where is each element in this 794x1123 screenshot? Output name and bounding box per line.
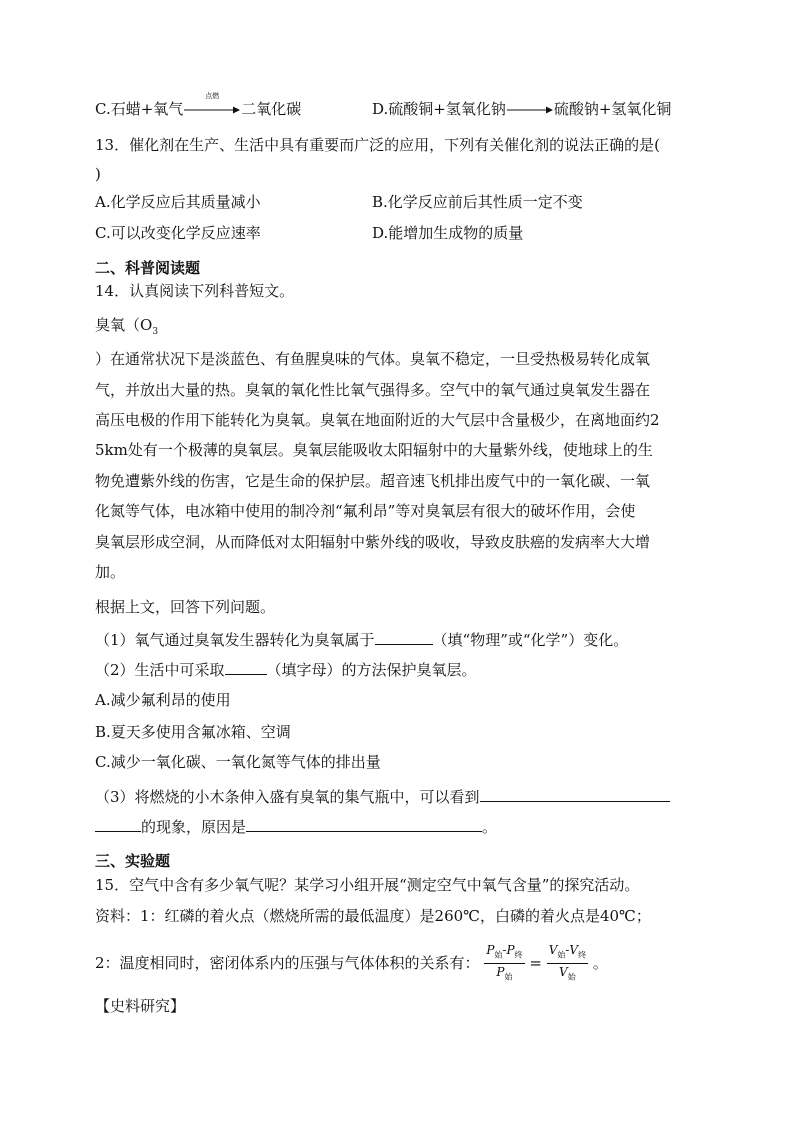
volume-denominator: $V_始$ bbox=[559, 965, 576, 982]
q15-info-2 bbox=[95, 943, 608, 983]
q14-paragraph-line: 化氮等气体，电冰箱中使用的制冷剂“氟利昂”等对臭氧层有很大的破坏作用，会使 bbox=[95, 502, 636, 520]
q14-sub1-answer-blank[interactable] bbox=[375, 629, 433, 645]
q14-sub3-text-a: （3）将燃烧的小木条伸入盛有臭氧的集气瓶中，可以看到 bbox=[95, 788, 480, 806]
q14-sub2-option-c: C.减少一氧化碳、一氧化氮等气体的排出量 bbox=[95, 753, 381, 771]
q14-sub2-option-a: A.减少氟利昂的使用 bbox=[95, 691, 231, 709]
pressure-numerator: $P_始-P_终$ bbox=[484, 943, 524, 964]
q14-intro: 14．认真阅读下列科普短文。 bbox=[95, 282, 295, 300]
q14-sub1-text-a: （1）氧气通过臭氧发生器转化为臭氧属于 bbox=[95, 631, 375, 649]
equals-sign: = bbox=[529, 953, 542, 972]
q14-sub3-answer-blank-1[interactable] bbox=[480, 786, 670, 802]
q14-paragraph-line: 高压电极的作用下能转化为臭氧。臭氧在地面附近的大气层中含量极少，在离地面约2 bbox=[95, 411, 660, 429]
q14-sub2-text-b: （填字母）的方法保护臭氧层。 bbox=[266, 661, 477, 679]
q14-paragraph-line: 气，并放出大量的热。臭氧的氧化性比氧气强得多。空气中的氧气通过臭氧发生器在 bbox=[95, 381, 651, 399]
q14-sub2 bbox=[95, 659, 477, 680]
q14-paragraph-line: 5km处有一个极薄的臭氧层。臭氧层能吸收太阳辐射中的大量紫外线，使地球上的生 bbox=[95, 441, 653, 459]
volume-numerator: $V_始-V_终$ bbox=[547, 943, 588, 964]
q14-article-title bbox=[95, 315, 158, 342]
q15-stem: 15．空气中含有多少氧气呢？某学习小组开展“测定空气中氧气含量”的探究活动。 bbox=[95, 876, 640, 894]
q13-option-c: C.可以改变化学反应速率 bbox=[95, 224, 261, 242]
q12-option-c-right: 二氧化碳 bbox=[241, 100, 302, 118]
q14-title-prefix: 臭氧（O bbox=[95, 316, 153, 334]
q14-sub3-answer-blank-3[interactable] bbox=[246, 816, 482, 832]
q12-option-d-right: 硫酸钠+氢氧化铜 bbox=[553, 100, 672, 118]
q14-sub3 bbox=[95, 786, 670, 807]
volume-fraction bbox=[547, 943, 588, 985]
pressure-fraction bbox=[484, 943, 524, 985]
q15-history-heading: 【史料研究】 bbox=[95, 997, 186, 1015]
q13-stem-line2: ) bbox=[95, 165, 101, 183]
q12-option-c-left: C.石蜡+氧气 bbox=[95, 100, 184, 118]
pressure-denominator: $P_始$ bbox=[496, 965, 513, 982]
q14-sub2-answer-blank[interactable] bbox=[225, 659, 267, 675]
q15-info-2-text: 2：温度相同时，密闭体系内的压强与气体体积的关系有： bbox=[95, 953, 480, 972]
q14-sub2-option-b: B.夏天多使用含氟冰箱、空调 bbox=[95, 723, 291, 741]
q14-paragraph-line: 臭氧层形成空洞，从而降低对太阳辐射中紫外线的吸收，导致皮肤癌的发病率大大增 bbox=[95, 533, 651, 551]
q14-sub1 bbox=[95, 629, 628, 650]
reaction-arrow-icon bbox=[183, 92, 241, 120]
q14-paragraph-line: 物免遭紫外线的伤害，它是生命的保护层。超音速飞机排出废气中的一氧化碳、一氧 bbox=[95, 472, 651, 490]
q14-sub3-answer-blank-2[interactable] bbox=[95, 816, 141, 832]
section-title-reading: 二、科普阅读题 bbox=[95, 259, 201, 277]
q13-option-d: D.能增加生成物的质量 bbox=[372, 224, 524, 242]
q15-info-1: 资料：1：红磷的着火点（燃烧所需的最低温度）是260℃，白磷的着火点是40℃； bbox=[95, 907, 651, 925]
q14-sub3-end: 。 bbox=[482, 818, 498, 836]
q14-sub1-text-b: （填“物理”或“化学”）变化。 bbox=[432, 631, 629, 649]
q13-stem-line1: 13．催化剂在生产、生活中具有重要而广泛的应用，下列有关催化剂的说法正确的是( bbox=[95, 136, 660, 154]
reaction-arrow-icon bbox=[506, 100, 554, 120]
q14-title-subscript: 3 bbox=[152, 327, 159, 337]
q13-option-b: B.化学反应前后其性质一定不变 bbox=[372, 193, 583, 211]
q12-option-c bbox=[95, 92, 302, 120]
section-title-experiment: 三、实验题 bbox=[95, 852, 171, 870]
q14-paragraph-line: ）在通常状况下是淡蓝色、有鱼腥臭味的气体。臭氧不稳定，一旦受热极易转化成氧 bbox=[95, 350, 651, 368]
q14-paragraph-line: 加。 bbox=[95, 563, 126, 581]
q14-sub2-text-a: （2）生活中可采取 bbox=[95, 661, 225, 679]
q12-option-d-left: D.硫酸铜+氢氧化钠 bbox=[372, 100, 506, 118]
q13-option-a: A.化学反应后其质量减小 bbox=[95, 193, 261, 211]
q12-option-d bbox=[372, 99, 671, 120]
q14-sub3-cont bbox=[95, 816, 497, 837]
q14-prompt: 根据上文，回答下列问题。 bbox=[95, 598, 276, 616]
q14-sub3-text-b: 的现象，原因是 bbox=[141, 818, 247, 836]
q15-info-2-end: 。 bbox=[592, 953, 608, 972]
reaction-condition: 点燃 bbox=[205, 92, 220, 100]
